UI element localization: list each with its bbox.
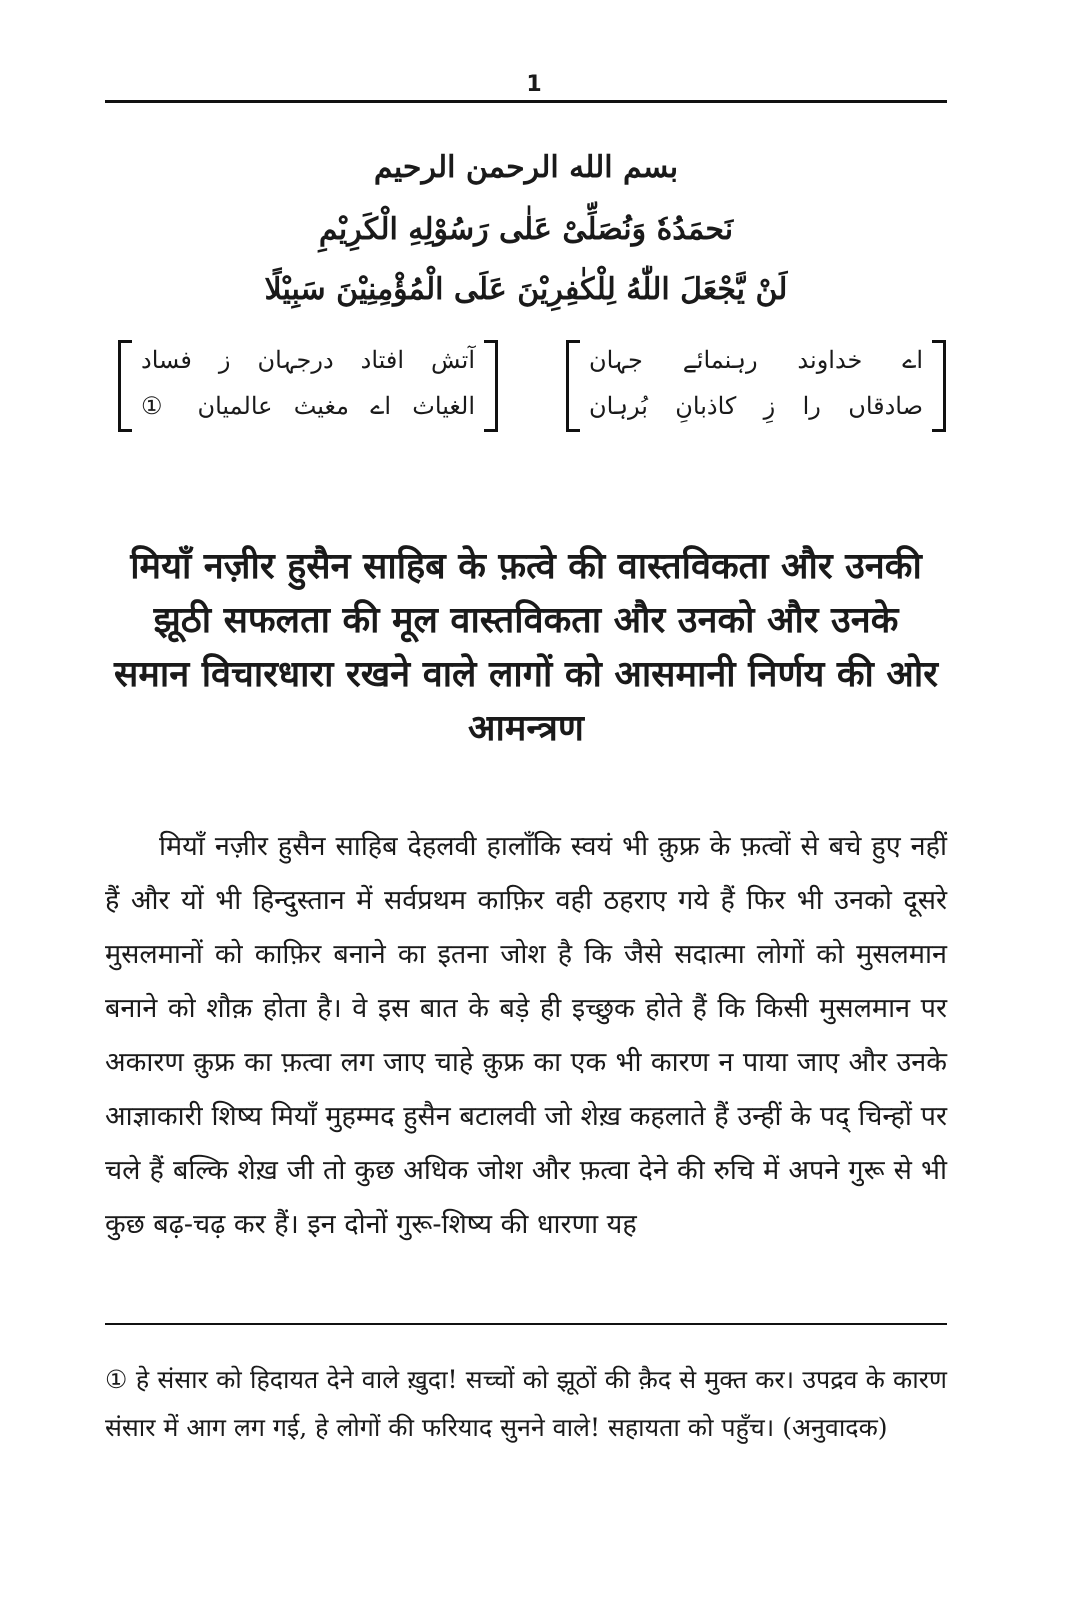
body-paragraph: मियाँ नज़ीर हुसैन साहिब देहलवी हालाँकि स्वयं भी क़ुफ्र के फ़त्वों से बचे हुए नहीं हैं और यों भी हिन्दुस्तान में सर्वप्रथम काफ़िर वही ठहराए गये हैं फिर भी उनको दूसरे मुसलमानों को काफ़िर बनाने का इतना जोश है कि जैसे सदात्मा लोगों को मुसलमान बनाने को शौक़ होता है। वे इस बात के बड़े ही इच्छुक होते हैं कि किसी मुसलमान पर अकारण क़ुफ्र का फ़त्वा लग जाए चाहे क़ुफ्र का एक भी कारण न पाया जाए और उनके आज्ञाकारी शिष्य मियाँ मुहम्मद हुसैन बटालवी जो शेख़ कहलाते हैं उन्हीं के पद् चिन्हों पर चले हैं बल्कि शेख़ जी तो कुछ अधिक जोश और फ़त्वा देने की रुचि में अपने गुरू से भी कुछ बढ़-चढ़ कर हैं। इन दोनों गुरू-शिष्य की धारणा यह (105, 831, 947, 1240)
couplet-line: الغیاث اے مغیث عالمیان ① (141, 392, 475, 420)
bracket-corner (484, 340, 498, 343)
bracket-corner (484, 429, 498, 432)
bracket-corner (118, 340, 132, 343)
quran-verse-line: لَنْ یَّجْعَلَ اللّٰهُ لِلْکٰفِرِیْنَ عَلَی الْمُؤْمِنِیْنَ سَبِیْلًا (264, 272, 788, 307)
salutation-line: نَحمَدُهٗ وَنُصَلِّیْ عَلٰی رَسُوْلِهِ الْکَرِیْمِ (318, 212, 734, 247)
persian-couplet-left (118, 340, 498, 432)
chapter-heading: मियाँ नज़ीर हुसैन साहिब के फ़त्वे की वास्तविकता और उनकी झूठी सफलता की मूल वास्तविकता और उनको और उनके समान विचारधारा रखने वाले लागों को आसमानी निर्णय की ओर आमन्त्रण (114, 546, 938, 749)
bracket-corner (566, 340, 580, 343)
couplet-line: صادقاں را زِ کاذبانِ بُرہان (589, 392, 923, 420)
couplet-line: آتش افتاد درجہان ز فساد (141, 346, 475, 374)
footnote-rule (105, 1323, 947, 1325)
couplet-line: اے خداوند رہنمائے جہان (589, 346, 923, 374)
header-rule (105, 100, 947, 103)
persian-couplet-right (566, 340, 946, 432)
bracket-corner (118, 429, 132, 432)
bracket-corner (932, 429, 946, 432)
bismillah-line: بسم الله الرحمن الرحيم (373, 150, 679, 185)
page-number: 1 (526, 72, 542, 97)
footnote: ① हे संसार को हिदायत देने वाले ख़ुदा! सच्चों को झूठों की क़ैद से मुक्त कर। उपद्रव के कारण संसार में आग लग गई, हे लोगों की फरियाद सुनने वाले! सहायता को पहुँच। (अनुवादक) (105, 1365, 947, 1442)
bracket-corner (932, 340, 946, 343)
bracket-corner (566, 429, 580, 432)
